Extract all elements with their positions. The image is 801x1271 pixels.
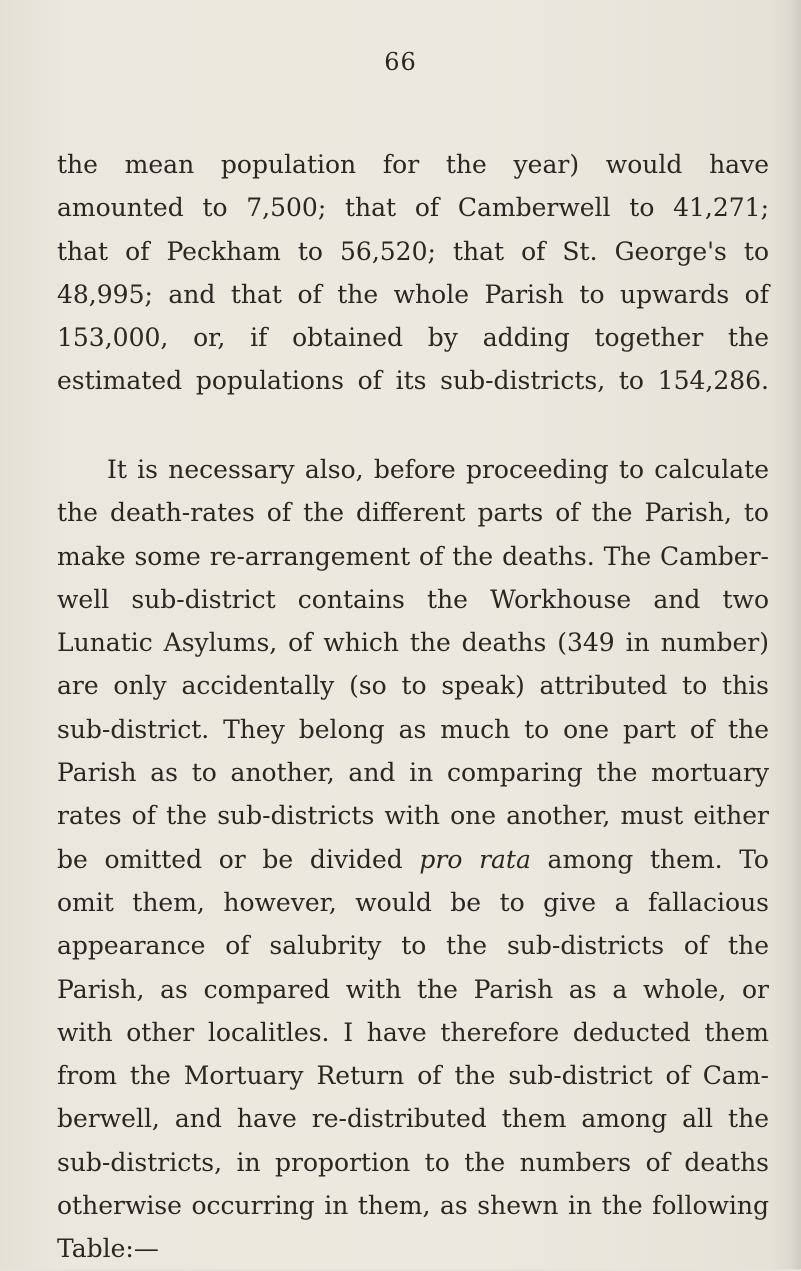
text-line-with-italic [57,838,769,881]
text-line: sub-districts, in proportion to the numbers of deaths [57,1147,769,1177]
text-line: are only accidentally (so to speak) attributed to this [57,671,769,701]
text-line: Table:— [57,1234,159,1264]
text-line: from the Mortuary Return of the sub-district of Cam- [57,1061,769,1091]
page-number: 66 [384,48,417,76]
page-edge-shadow [791,0,801,1269]
text-line: estimated populations of its sub-districts, to 154,286. [57,366,769,396]
text-line: rates of the sub-districts with one another, must either [57,801,769,831]
paragraph-2 [57,448,769,1271]
text-run: among them. To [530,844,769,874]
text-line: otherwise occurring in them, as shewn in the following [57,1191,769,1221]
text-line: Parish, as compared with the Parish as a whole, or [57,974,769,1004]
text-line: 48,995; and that of the whole Parish to upwards of [57,279,769,309]
text-line: omit them, however, would be to give a fallacious [57,887,769,917]
text-line: amounted to 7,500; that of Camberwell to 41,271; [57,193,769,223]
text-line: appearance of salubrity to the sub-districts of the [57,931,769,961]
text-line: well sub-district contains the Workhouse and two [57,584,769,614]
text-line: berwell, and have re-distributed them among all the [57,1104,769,1134]
text-line: with other localitles. I have therefore deducted them [57,1017,769,1047]
text-line: sub-district. They belong as much to one part of the [57,714,769,744]
italic-phrase: pro rata [419,844,531,874]
text-line: 153,000, or, if obtained by adding together the [57,323,769,353]
text-line: the mean population for the year) would have [57,150,769,179]
text-run: be omitted or be divided [57,844,420,874]
text-line: make some re-arrangement of the deaths. The Camber- [57,541,769,571]
text-line: that of Peckham to 56,520; that of St. George's to [57,236,769,266]
text-line: the death-rates of the different parts of the Parish, to [57,498,769,528]
text-line: Parish as to another, and in comparing the mortuary [57,758,769,788]
text-line: It is necessary also, before proceeding to calculate [107,455,769,484]
paragraph-1 [57,143,769,403]
text-line: Lunatic Asylums, of which the deaths (349 in number) [57,628,769,658]
